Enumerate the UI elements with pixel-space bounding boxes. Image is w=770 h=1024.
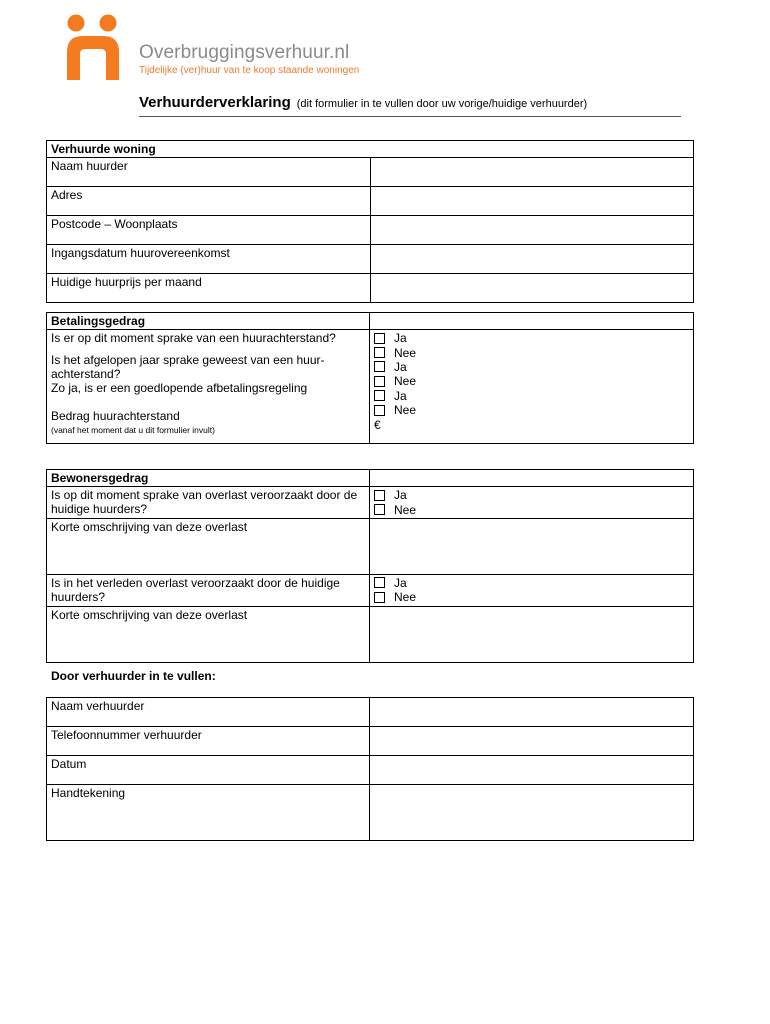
question-huurachterstand: Is er op dit moment sprake van een huurachterstand? (51, 331, 336, 345)
document-title (139, 94, 681, 117)
section-heading: Betalingsgedrag (47, 313, 370, 330)
checkbox[interactable] (374, 361, 385, 372)
option-q3-nee[interactable] (374, 403, 689, 417)
checkbox[interactable] (374, 333, 385, 344)
question-overlast-verleden: Is in het verleden overlast veroorzaakt door de huidige huurders? (47, 574, 370, 606)
option-overlast-nu-ja[interactable] (374, 488, 689, 502)
checkbox[interactable] (374, 504, 385, 515)
option-overlast-nu-nee[interactable] (374, 502, 689, 516)
question-overlast-nu: Is op dit moment sprake van overlast veroorzaakt door de huidige huurders? (47, 487, 370, 519)
option-label: Nee (394, 374, 417, 389)
label-bedrag-huurachterstand: Bedrag huurachterstand (51, 409, 180, 423)
field-omschrijving-2[interactable] (370, 606, 694, 662)
logo-arch (67, 36, 119, 80)
field-bedrag[interactable] (374, 417, 689, 431)
section-heading-cell (370, 313, 694, 330)
answers-overlast-nu (370, 487, 694, 519)
checkbox[interactable] (374, 390, 385, 401)
label-omschrijving-1: Korte omschrijving van deze overlast (47, 518, 370, 574)
option-label: Nee (394, 590, 417, 605)
logo-dot-left (68, 15, 85, 32)
field-adres[interactable] (370, 187, 694, 216)
option-label: Ja (394, 575, 407, 590)
title-subtitle: (dit formulier in te vullen door uw vorige/huidige verhuurder) (296, 98, 588, 110)
label-postcode-woonplaats: Postcode – Woonplaats (47, 216, 371, 245)
questions-betalingsgedrag (47, 330, 370, 444)
option-label: Nee (394, 403, 417, 418)
option-label: Ja (394, 388, 407, 403)
section-heading-verhuurder: Door verhuurder in te vullen: (51, 669, 216, 683)
euro-sign: € (374, 417, 381, 432)
table-bewonersgedrag (46, 469, 694, 663)
section-heading: Bewonersgedrag (47, 470, 370, 487)
field-ingangsdatum[interactable] (370, 245, 694, 274)
option-label: Nee (394, 502, 417, 517)
logo-dot-right (100, 15, 117, 32)
brand-tagline: Tijdelijke (ver)huur van te koop staande woningen (139, 65, 360, 76)
checkbox[interactable] (374, 405, 385, 416)
label-naam-huurder: Naam huurder (47, 158, 371, 187)
section-heading-cell (370, 470, 694, 487)
field-telefoonnummer[interactable] (370, 727, 694, 756)
table-betalingsgedrag (46, 312, 694, 444)
field-naam-huurder[interactable] (370, 158, 694, 187)
note-bedrag: (vanaf het moment dat u dit formulier invult) (51, 425, 215, 435)
question-afgelopen-jaar: Is het afgelopen jaar sprake geweest van een huur-achterstand? (51, 353, 325, 381)
label-huurprijs: Huidige huurprijs per maand (47, 274, 371, 303)
checkbox[interactable] (374, 592, 385, 603)
checkbox[interactable] (374, 577, 385, 588)
option-q1-nee[interactable] (374, 345, 689, 359)
label-ingangsdatum: Ingangsdatum huurovereenkomst (47, 245, 371, 274)
field-naam-verhuurder[interactable] (370, 698, 694, 727)
table-verhuurde-woning (46, 140, 694, 303)
option-label: Nee (394, 345, 417, 360)
option-q1-ja[interactable] (374, 331, 689, 345)
checkbox[interactable] (374, 490, 385, 501)
option-label: Ja (394, 488, 407, 503)
field-huurprijs[interactable] (370, 274, 694, 303)
label-datum: Datum (47, 756, 370, 785)
option-label: Ja (394, 331, 407, 346)
option-q3-ja[interactable] (374, 389, 689, 403)
answers-betalingsgedrag (370, 330, 694, 444)
label-adres: Adres (47, 187, 371, 216)
label-naam-verhuurder: Naam verhuurder (47, 698, 370, 727)
brand-name: Overbruggingsverhuur.nl (139, 42, 350, 63)
question-afbetalingsregeling: Zo ja, is er een goedlopende afbetalingsregeling (51, 381, 308, 395)
option-label: Ja (394, 359, 407, 374)
option-overlast-verleden-nee[interactable] (374, 590, 689, 604)
checkbox[interactable] (374, 376, 385, 387)
field-datum[interactable] (370, 756, 694, 785)
table-verhuurder (46, 697, 694, 841)
title-main: Verhuurderverklaring (139, 94, 291, 111)
field-omschrijving-1[interactable] (370, 518, 694, 574)
label-handtekening: Handtekening (47, 785, 370, 841)
option-q2-nee[interactable] (374, 374, 689, 388)
label-telefoonnummer: Telefoonnummer verhuurder (47, 727, 370, 756)
label-omschrijving-2: Korte omschrijving van deze overlast (47, 606, 370, 662)
field-postcode-woonplaats[interactable] (370, 216, 694, 245)
answers-overlast-verleden (370, 574, 694, 606)
field-handtekening[interactable] (370, 785, 694, 841)
brand-logo (64, 14, 122, 80)
option-overlast-verleden-ja[interactable] (374, 576, 689, 590)
option-q2-ja[interactable] (374, 360, 689, 374)
checkbox[interactable] (374, 347, 385, 358)
section-heading: Verhuurde woning (47, 141, 694, 158)
